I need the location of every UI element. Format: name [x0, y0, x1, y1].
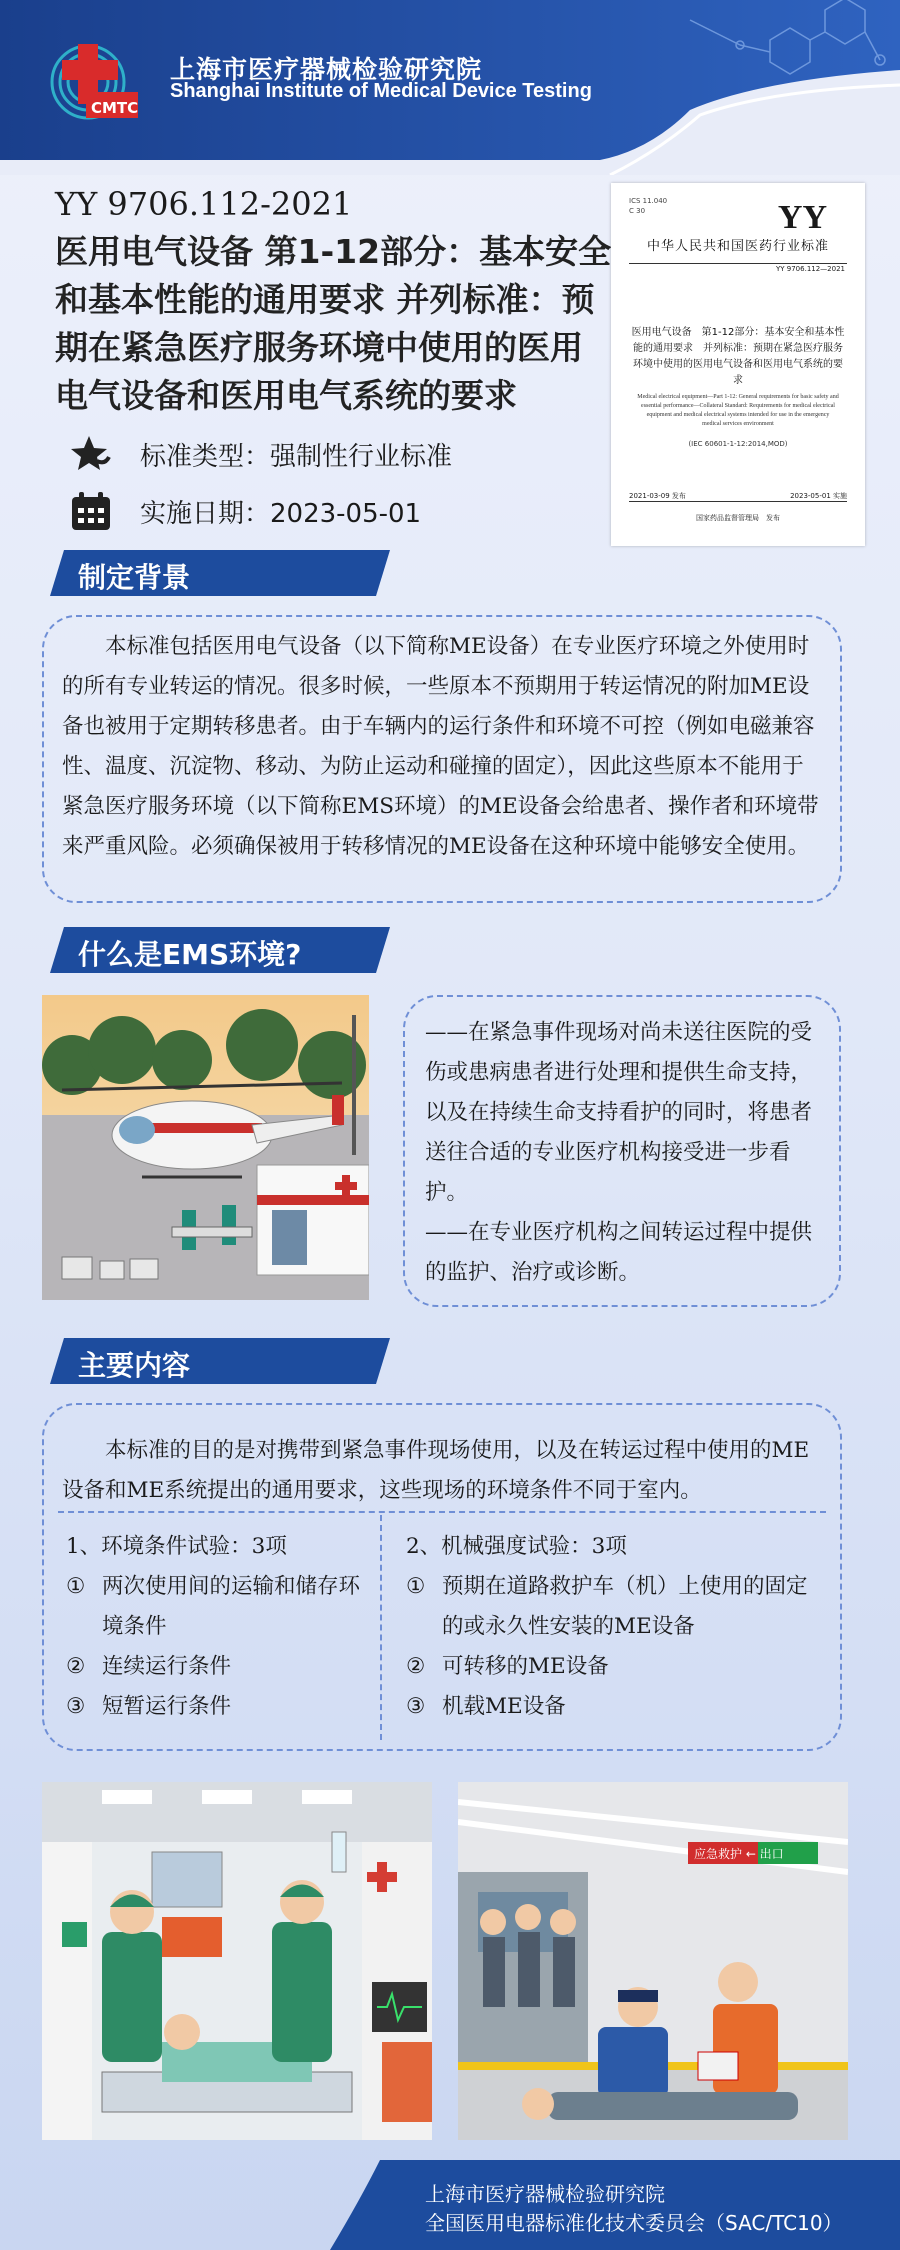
item-text: 短暂运行条件 [102, 1694, 232, 1719]
standard-type-row [70, 433, 452, 475]
item-number: ③ [66, 1694, 86, 1719]
section-heading-content [50, 1338, 390, 1384]
list-item [406, 1647, 826, 1687]
item-number: ② [66, 1654, 86, 1679]
list-item [406, 1687, 826, 1727]
list-item [406, 1567, 826, 1647]
cover-title-cn: 医用电气设备 第1-12部分：基本安全和基本性能的通用要求 并列标准：预期在紧急医疗服务环境中使用的医用电气设备和医用电气系统的要求 [631, 327, 845, 386]
content-heading: 主要内容 [78, 1349, 191, 1382]
background-text: 本标准包括医用电气设备（以下简称ME设备）在专业医疗环境之外使用时的所有专业转运的情况。很多时候，一些原本不预期用于转运情况的附加ME设备也被用于定期转移患者。由于车辆内的运行条件和环境不可控（例如电磁兼容性、温度、沉淀物、移动、为防止运动和碰撞的固定），因此这些原本不能用于紧急医疗服务环境（以下简称EMS环境）的ME设备会给患者、操作者和环境带来严重风险。必须确保被用于转移情况的ME设备在这种环境中能够安全使用。 [62, 634, 819, 859]
cover-org: 中华人民共和国医药行业标准 [646, 239, 829, 254]
cover-ics: ICS 11.040 [629, 197, 668, 205]
cover-dates [629, 491, 847, 501]
cover-yy-mark: YY [777, 199, 827, 236]
helicopter-ambulance-illustration [42, 995, 369, 1300]
standard-code: YY 9706.112-2021 [55, 185, 353, 223]
ems-definition-2: ——在专业医疗机构之间转运过程中提供的监护、治疗或诊断。 [425, 1220, 813, 1285]
ambulance-interior-illustration [42, 1782, 432, 2140]
standard-title: 医用电气设备 第1-12部分：基本安全和基本性能的通用要求 并列标准：预期在紧急医疗服务环境中使用的医用电气设备和医用电气系统的要求 [55, 232, 612, 415]
cover-publisher: 国家药品监督管理局 发布 [696, 514, 780, 522]
cover-ccs: C 30 [629, 207, 646, 215]
star-badge-icon [70, 433, 112, 475]
item-text: 连续运行条件 [102, 1654, 232, 1679]
content-box [42, 1403, 842, 1751]
logo-text: CMTC [91, 99, 139, 117]
footer-institute: 上海市医疗器械检验研究院 [425, 2182, 665, 2206]
cover-rule-bottom [629, 501, 847, 502]
footer-committee: 全国医用电器标准化技术委员会（SAC/TC10） [425, 2211, 843, 2235]
list-item [66, 1567, 366, 1647]
section-heading-background [50, 550, 390, 596]
item-number: ② [406, 1654, 426, 1679]
implementation-date-row [70, 490, 421, 532]
background-heading: 制定背景 [78, 561, 191, 594]
ems-definition-box [403, 995, 841, 1307]
item-number: ① [66, 1574, 86, 1599]
item-text: 预期在道路救护车（机）上使用的固定的或永久性安装的ME设备 [442, 1574, 808, 1639]
item-number: ③ [406, 1694, 426, 1719]
background-box [42, 615, 842, 903]
list-item [66, 1647, 366, 1687]
metro-sign-text: 应急救护 ← 出口 [694, 1847, 784, 1861]
ems-heading: 什么是EMS环境? [78, 938, 302, 971]
metro-cpr-illustration [458, 1782, 848, 2140]
item-text: 两次使用间的运输和储存环境条件 [102, 1574, 361, 1639]
standard-cover-thumbnail [611, 183, 865, 546]
cover-issue-date: 2021-03-09 发布 [629, 492, 686, 500]
item-number: ① [406, 1574, 426, 1599]
standard-type: 标准类型：强制性行业标准 [140, 441, 453, 472]
institute-name-en: Shanghai Institute of Medical Device Testing [170, 80, 592, 102]
mechanical-tests-title: 2、机械强度试验：3项 [406, 1534, 627, 1559]
calendar-icon [70, 490, 112, 532]
implementation-date: 实施日期：2023-05-01 [140, 498, 422, 529]
cover-code: YY 9706.112—2021 [776, 265, 845, 273]
content-divider-v [380, 1515, 382, 1740]
list-item [66, 1687, 366, 1727]
cover-impl-date: 2023-05-01 实施 [790, 492, 847, 500]
environment-tests-column [66, 1527, 366, 1727]
institute-name-cn: 上海市医疗器械检验研究院 [170, 55, 483, 84]
cover-iec-ref: (IEC 60601-1-12:2014,MOD) [688, 440, 788, 448]
section-heading-ems [50, 927, 390, 973]
item-text: 机载ME设备 [442, 1694, 566, 1719]
mechanical-tests-column [406, 1527, 826, 1727]
cover-title-en: Medical electrical equipment—Part 1-12: General requirements for basic safety and essential performance—Collateral Standard: Requirements for medical electrical equipment and medical electrical systems intended for use in the emergency medical services environment [637, 394, 839, 427]
ems-definition-1: ——在紧急事件现场对尚未送往医院的受伤或患病患者进行处理和提供生命支持，以及在持续生命支持看护的同时，将患者送往合适的专业医疗机构接受进一步看护。 [425, 1020, 813, 1205]
item-text: 可转移的ME设备 [442, 1654, 609, 1679]
cover-rule-top [629, 263, 847, 264]
content-intro: 本标准的目的是对携带到紧急事件现场使用，以及在转运过程中使用的ME设备和ME系统提出的通用要求，这些现场的环境条件不同于室内。 [62, 1438, 810, 1503]
environment-tests-title: 1、环境条件试验：3项 [66, 1534, 287, 1559]
header-banner [0, 0, 900, 175]
content-divider-h [58, 1511, 826, 1513]
